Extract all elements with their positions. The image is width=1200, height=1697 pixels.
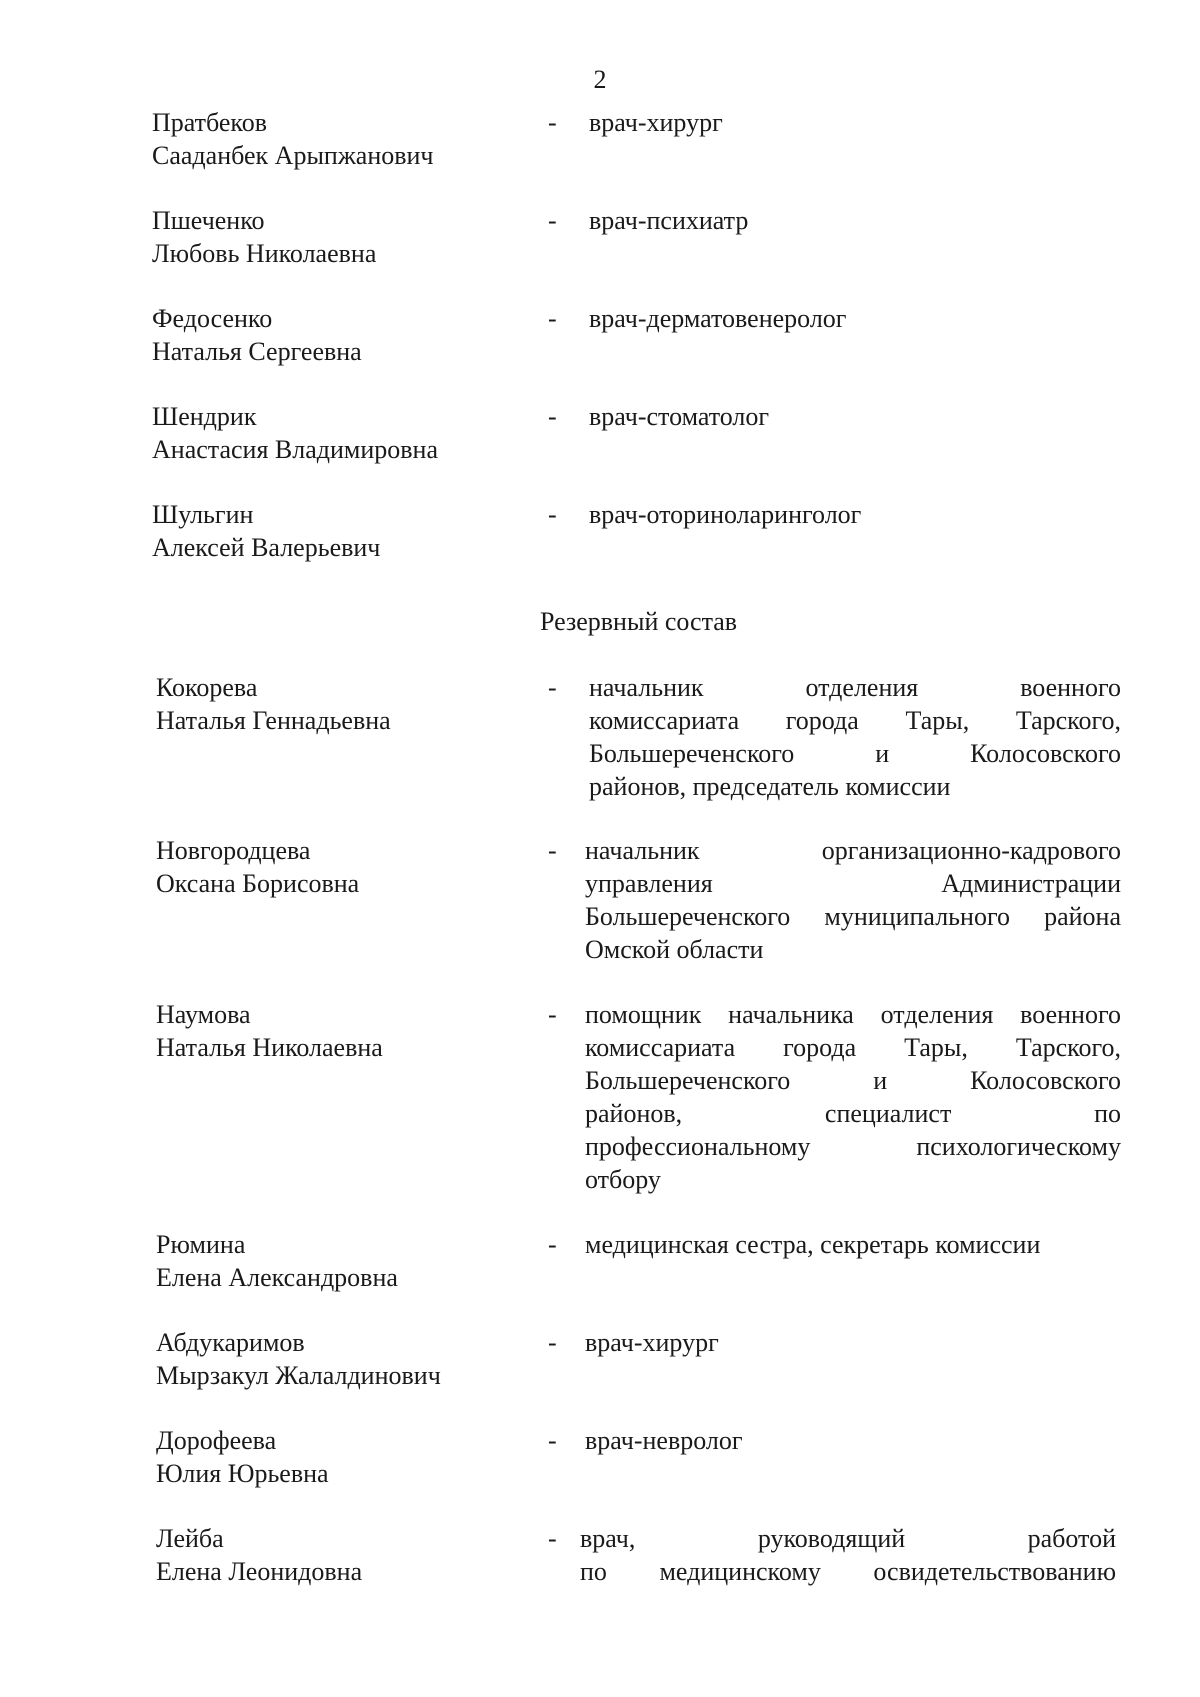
- member-name: [152, 106, 434, 172]
- role-line: отбору: [585, 1165, 661, 1194]
- member-surname: Федосенко: [152, 304, 273, 333]
- role-line: Омской области: [585, 935, 764, 964]
- role-line: начальник организационно-кадрового: [585, 836, 1121, 865]
- member-surname: Кокорева: [156, 673, 258, 702]
- member-surname: Рюмина: [156, 1230, 246, 1259]
- dash-separator: -: [548, 402, 557, 431]
- role-line: комиссариата города Тары, Тарского,: [585, 1033, 1121, 1062]
- member-given-name: Елена Александровна: [156, 1263, 398, 1292]
- member-role: врач-психиатр: [589, 206, 749, 235]
- member-role: врач-хирург: [585, 1328, 719, 1357]
- member-name: [156, 671, 391, 737]
- member-role: [580, 1522, 1116, 1588]
- dash-separator: -: [548, 206, 557, 235]
- member-name: [156, 998, 383, 1064]
- member-name: [156, 1228, 398, 1294]
- role-line: врач, руководящий работой: [580, 1524, 1116, 1553]
- member-given-name: Наталья Геннадьевна: [156, 706, 391, 735]
- page-number: 2: [593, 65, 607, 94]
- role-line: Большереченского муниципального района: [585, 902, 1121, 931]
- role-line: комиссариата города Тары, Тарского,: [589, 706, 1121, 735]
- member-given-name: Елена Леонидовна: [156, 1557, 363, 1586]
- dash-separator: -: [548, 108, 557, 137]
- member-name: [152, 498, 380, 564]
- member-role: [585, 998, 1121, 1196]
- member-given-name: Наталья Сергеевна: [152, 337, 362, 366]
- member-name: [156, 1326, 441, 1392]
- member-role: [585, 834, 1121, 966]
- dash-separator: -: [548, 836, 557, 865]
- role-line: Большереченского и Колосовского: [585, 1066, 1121, 1095]
- member-role: врач-дерматовенеролог: [589, 304, 847, 333]
- role-line: районов, председатель комиссии: [589, 772, 951, 801]
- dash-separator: -: [548, 673, 557, 702]
- member-name: [156, 1424, 329, 1490]
- member-name: [152, 400, 438, 466]
- role-line: начальник отделения военного: [589, 673, 1121, 702]
- reserve-section-heading: Резервный состав: [540, 607, 738, 636]
- member-given-name: Мырзакул Жалалдинович: [156, 1361, 441, 1390]
- role-line: по медицинскому освидетельствованию: [580, 1557, 1116, 1586]
- dash-separator: -: [548, 1524, 557, 1553]
- member-surname: Пшеченко: [152, 206, 265, 235]
- role-line: районов, специалист по: [585, 1099, 1121, 1128]
- dash-separator: -: [548, 1328, 557, 1357]
- dash-separator: -: [548, 1230, 557, 1259]
- member-surname: Лейба: [156, 1524, 224, 1553]
- member-surname: Пратбеков: [152, 108, 268, 137]
- role-line: помощник начальника отделения военного: [585, 1000, 1121, 1029]
- member-role: врач-невролог: [585, 1426, 743, 1455]
- member-name: [152, 302, 362, 368]
- member-role: врач-стоматолог: [589, 402, 770, 431]
- member-given-name: Анастасия Владимировна: [152, 435, 438, 464]
- member-given-name: Наталья Николаевна: [156, 1033, 383, 1062]
- dash-separator: -: [548, 304, 557, 333]
- member-surname: Дорофеева: [156, 1426, 277, 1455]
- dash-separator: -: [548, 500, 557, 529]
- member-role: [589, 671, 1121, 803]
- member-given-name: Сааданбек Арыпжанович: [152, 141, 434, 170]
- member-role: врач-хирург: [589, 108, 723, 137]
- dash-separator: -: [548, 1000, 557, 1029]
- member-name: [156, 1522, 362, 1588]
- member-surname: Шендрик: [152, 402, 257, 431]
- dash-separator: -: [548, 1426, 557, 1455]
- member-surname: Новгородцева: [156, 836, 311, 865]
- member-role: врач-оториноларинголог: [589, 500, 862, 529]
- member-given-name: Любовь Николаевна: [152, 239, 377, 268]
- role-line: Большереченского и Колосовского: [589, 739, 1121, 768]
- member-given-name: Алексей Валерьевич: [152, 533, 381, 562]
- role-line: профессиональному психологическому: [585, 1132, 1121, 1161]
- role-line: управления Администрации: [585, 869, 1121, 898]
- member-given-name: Юлия Юрьевна: [156, 1459, 329, 1488]
- member-name: [152, 204, 376, 270]
- member-given-name: Оксана Борисовна: [156, 869, 360, 898]
- member-name: [156, 834, 359, 900]
- member-surname: Абдукаримов: [156, 1328, 305, 1357]
- member-surname: Шульгин: [152, 500, 254, 529]
- member-surname: Наумова: [156, 1000, 251, 1029]
- member-role: медицинская сестра, секретарь комиссии: [585, 1230, 1041, 1259]
